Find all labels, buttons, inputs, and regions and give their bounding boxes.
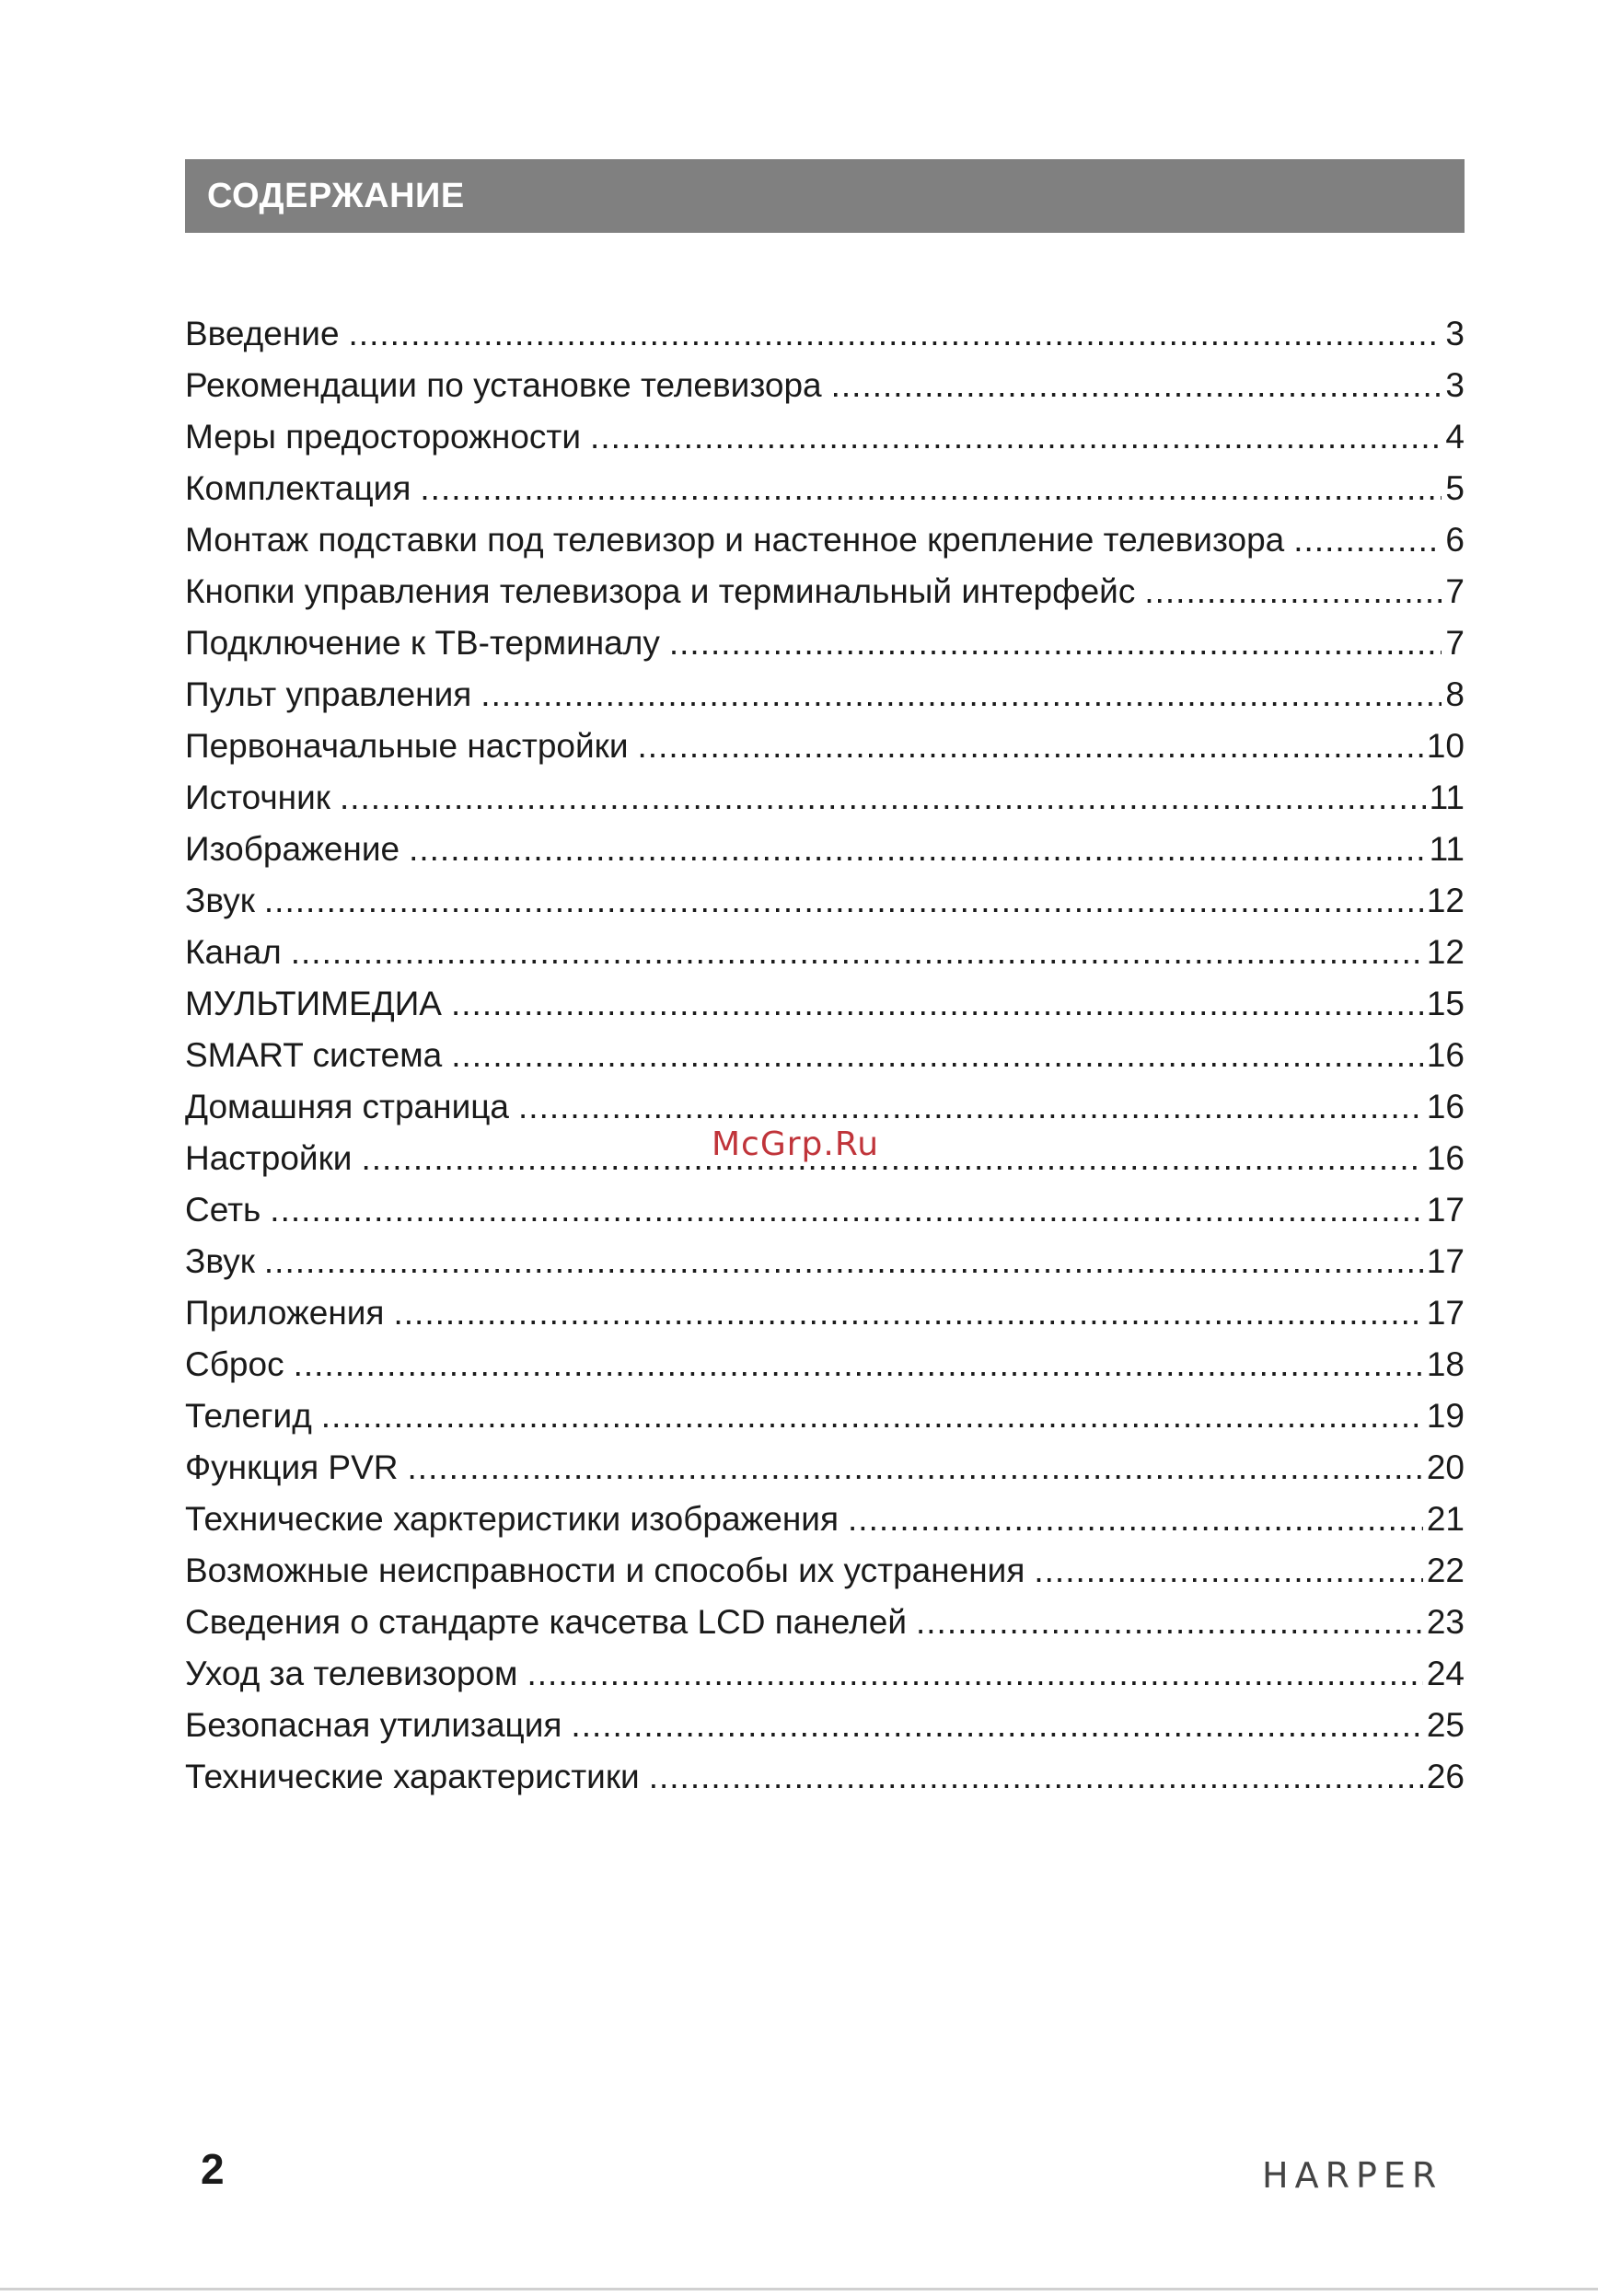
toc-entry-title: Введение <box>185 315 340 352</box>
toc-entry <box>185 1339 1465 1390</box>
toc-leader-dots <box>451 978 1423 1030</box>
brand-logo: HARPER <box>1262 2155 1443 2196</box>
toc-leader-dots <box>1034 1545 1422 1597</box>
toc-entry-title: Настройки <box>185 1139 353 1177</box>
toc-entry-page: 12 <box>1426 882 1465 919</box>
page-number: 2 <box>201 2145 225 2193</box>
toc-leader-dots <box>916 1597 1423 1648</box>
toc-entry <box>185 875 1465 927</box>
toc-entry-title: Источник <box>185 779 330 816</box>
toc-entry <box>185 1184 1465 1236</box>
toc-entry <box>185 1030 1465 1081</box>
toc-entry-title: Сеть <box>185 1191 261 1229</box>
toc-entry <box>185 617 1465 669</box>
toc-entry-page: 25 <box>1426 1706 1465 1744</box>
toc-entry <box>185 1494 1465 1545</box>
table-of-contents <box>185 308 1465 1803</box>
toc-leader-dots <box>571 1700 1422 1751</box>
toc-entry <box>185 360 1465 411</box>
toc-entry-title: Подключение к ТВ-терминалу <box>185 624 660 662</box>
toc-leader-dots <box>451 1030 1423 1081</box>
toc-entry-page: 18 <box>1426 1345 1465 1383</box>
toc-entry-page: 16 <box>1426 1088 1465 1125</box>
toc-entry <box>185 927 1465 978</box>
toc-entry-title: Сведения о стандарте качсетва LCD панелей <box>185 1603 907 1641</box>
toc-leader-dots <box>527 1648 1422 1700</box>
toc-leader-dots <box>481 669 1442 721</box>
toc-entry <box>185 411 1465 463</box>
toc-entry-title: Технические характеристики <box>185 1758 640 1795</box>
toc-entry <box>185 1545 1465 1597</box>
toc-leader-dots <box>638 721 1423 772</box>
bottom-divider <box>0 2288 1598 2290</box>
toc-entry <box>185 566 1465 617</box>
toc-entry-title: Первоначальные настройки <box>185 727 629 765</box>
toc-entry-page: 26 <box>1426 1758 1465 1795</box>
toc-entry-title: Технические харктеристики изображения <box>185 1500 840 1538</box>
toc-entry-title: Звук <box>185 1242 255 1280</box>
toc-leader-dots <box>848 1494 1423 1545</box>
toc-entry-page: 7 <box>1445 572 1465 610</box>
toc-leader-dots <box>1144 566 1442 617</box>
toc-entry-page: 16 <box>1426 1139 1465 1177</box>
toc-entry <box>185 1390 1465 1442</box>
toc-entry-page: 23 <box>1426 1603 1465 1641</box>
toc-entry-title: Монтаж подставки под телевизор и настенное крепление телевизора <box>185 521 1285 559</box>
toc-entry-page: 12 <box>1426 933 1465 971</box>
toc-leader-dots <box>393 1287 1422 1339</box>
section-header <box>185 159 1465 233</box>
toc-leader-dots <box>649 1751 1423 1803</box>
toc-entry-title: Меры предосторожности <box>185 418 582 456</box>
toc-entry-title: Безопасная утилизация <box>185 1706 562 1744</box>
toc-leader-dots <box>264 875 1423 927</box>
watermark: McGrp.Ru <box>712 1125 880 1163</box>
toc-leader-dots <box>361 1133 1422 1184</box>
toc-entry-page: 3 <box>1445 366 1465 404</box>
toc-entry <box>185 1597 1465 1648</box>
toc-leader-dots <box>408 1442 1423 1494</box>
toc-entry <box>185 463 1465 514</box>
toc-entry <box>185 1700 1465 1751</box>
toc-entry-page: 4 <box>1445 418 1465 456</box>
toc-entry-title: Уход за телевизором <box>185 1655 518 1692</box>
toc-entry-title: Изображение <box>185 830 400 868</box>
toc-entry-page: 6 <box>1445 521 1465 559</box>
toc-entry-page: 11 <box>1429 779 1465 816</box>
toc-entry <box>185 1751 1465 1803</box>
toc-entry-title: Сброс <box>185 1345 284 1383</box>
toc-leader-dots <box>321 1390 1423 1442</box>
toc-entry <box>185 308 1465 360</box>
toc-entry-title: Комплектация <box>185 469 411 507</box>
toc-entry-page: 17 <box>1426 1294 1465 1332</box>
toc-entry-title: SMART система <box>185 1036 443 1074</box>
toc-entry-title: МУЛЬТИМЕДИА <box>185 985 442 1022</box>
toc-entry-title: Возможные неисправности и способы их устранения <box>185 1552 1025 1589</box>
toc-leader-dots <box>420 463 1442 514</box>
toc-leader-dots <box>340 772 1426 824</box>
toc-entry-title: Домашняя страница <box>185 1088 510 1125</box>
toc-entry-page: 15 <box>1426 985 1465 1022</box>
toc-entry-page: 8 <box>1445 675 1465 713</box>
toc-entry <box>185 1648 1465 1700</box>
toc-entry-page: 19 <box>1426 1397 1465 1435</box>
toc-entry <box>185 772 1465 824</box>
section-title: СОДЕРЖАНИЕ <box>207 176 465 215</box>
toc-leader-dots <box>669 617 1442 669</box>
toc-leader-dots <box>291 927 1423 978</box>
toc-leader-dots <box>409 824 1426 875</box>
toc-leader-dots <box>518 1081 1423 1133</box>
toc-entry-page: 24 <box>1426 1655 1465 1692</box>
toc-entry-title: Звук <box>185 882 255 919</box>
toc-entry-title: Канал <box>185 933 282 971</box>
toc-entry <box>185 978 1465 1030</box>
toc-entry-title: Пульт управления <box>185 675 472 713</box>
toc-entry <box>185 514 1465 566</box>
toc-entry-title: Рекомендации по установке телевизора <box>185 366 822 404</box>
toc-entry-title: Кнопки управления телевизора и терминальный интерфейс <box>185 572 1136 610</box>
toc-entry-page: 10 <box>1426 727 1465 765</box>
toc-leader-dots <box>1293 514 1442 566</box>
toc-leader-dots <box>349 308 1442 360</box>
toc-entry <box>185 669 1465 721</box>
toc-leader-dots <box>270 1184 1423 1236</box>
toc-entry-title: Телегид <box>185 1397 312 1435</box>
toc-entry <box>185 1442 1465 1494</box>
toc-entry-page: 20 <box>1426 1448 1465 1486</box>
toc-entry-page: 5 <box>1445 469 1465 507</box>
toc-entry <box>185 824 1465 875</box>
toc-entry-page: 7 <box>1445 624 1465 662</box>
toc-entry <box>185 721 1465 772</box>
toc-entry-page: 17 <box>1426 1242 1465 1280</box>
toc-entry-title: Функция PVR <box>185 1448 399 1486</box>
toc-entry-title: Приложения <box>185 1294 385 1332</box>
toc-entry <box>185 1236 1465 1287</box>
toc-entry-page: 17 <box>1426 1191 1465 1229</box>
toc-entry-page: 21 <box>1426 1500 1465 1538</box>
toc-leader-dots <box>264 1236 1423 1287</box>
toc-entry-page: 3 <box>1445 315 1465 352</box>
toc-leader-dots <box>294 1339 1423 1390</box>
toc-leader-dots <box>831 360 1442 411</box>
toc-entry <box>185 1287 1465 1339</box>
toc-entry-page: 16 <box>1426 1036 1465 1074</box>
toc-leader-dots <box>590 411 1442 463</box>
toc-entry-page: 11 <box>1429 830 1465 868</box>
toc-entry-page: 22 <box>1426 1552 1465 1589</box>
